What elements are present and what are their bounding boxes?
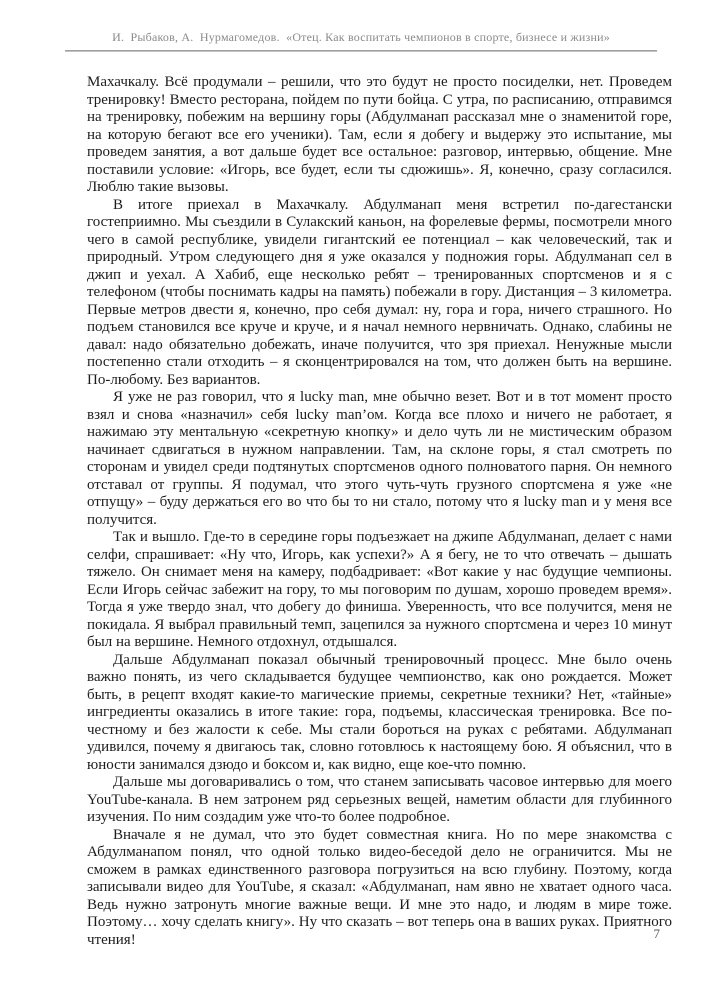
paragraph: Дальше Абдулманап показал обычный тренировочный процесс. Мне было очень важно понять, из чего складывается будущее чемпионство, как оно рождается. Может быть, в рецепт входят какие-то магические приемы, секретные техники? Нет, «тайные» ингредиенты оказались в итоге такие: гора, подъемы, классическая тренировка. Все по-честному и без жалости к себе. Мы стали бороться на руках с ребятами. Абдулманап удивился, почему я двигаюсь так, словно готовлюсь к настоящему бою. Я объяснил, что в юности занимался дзюдо и боксом и, как видно, еще кое-что помню. [87, 651, 672, 773]
running-title: И. Рыбаков, А. Нурмагомедов. «Отец. Как воспитать чемпионов в спорте, бизнесе и жизни» [112, 30, 610, 44]
paragraph: В итоге приехал в Махачкалу. Абдулманап меня встретил по-дагестански гостеприимно. Мы съездили в Сулакский каньон, на форелевые фермы, посмотрели много чего в самой республике, увидели гигантский ее потенциал – как человеческий, так и природный. Утром следующего дня я уже оказался у подножия горы. Абдулманап сел в джип и уехал. А Хабиб, еще несколько ребят – тренированных спортсменов и я с телефоном (чтобы поснимать кадры на память) побежали в гору. Дистанция – 3 километра. Первые метров двести я, конечно, про себя думал: ну, гора и гора, ничего страшного. Но подъем становился все круче и круче, и я начал немного нервничать. Однако, слабины не давал: надо обязательно добежать, иначе получится, что зря приехал. Ненужные мысли постепенно стали отходить – я сконцентрировался на том, что должен быть на вершине. По-любому. Без вариантов. [87, 196, 672, 388]
paragraph: Я уже не раз говорил, что я lucky man, мне обычно везет. Вот и в тот момент просто взял и снова «назначил» себя lucky man’ом. Когда все плохо и ничего не работает, я нажимаю эту ментальную «секретную кнопку» и дело чуть ли не мистическим образом начинает сдвигаться в нужном направлении. Там, на склоне горы, я стал смотреть по сторонам и увидел среди подтянутых спортсменов одного полноватого парня. Он немного отставал от группы. Я подумал, что этого чуть-чуть грузного спортсмена я уже «не отпущу» – буду держаться его во что бы то ни стало, потому что я lucky man и у меня все получится. [87, 389, 672, 528]
paragraph: Вначале я не думал, что это будет совместная книга. Но по мере знакомства с Абдулманапом понял, что одной только видео-беседой дело не ограничится. Мы не сможем в рамках единственного разговора погрузиться на всю глубину. Поэтому, когда записывали видео для YouTube, я сказал: «Абдулманап, нам явно не хватает одного часа. Ведь нужно затронуть многие важные вещи. И мне это надо, и людям в мире тоже. Поэтому… хочу сделать книгу». Ну что сказать – вот теперь она в ваших руках. Приятного чтения! [87, 826, 672, 948]
page-body [87, 74, 672, 949]
running-header [65, 0, 657, 52]
page-footer [87, 926, 672, 942]
page-number: 7 [653, 926, 660, 941]
paragraph: Дальше мы договаривались о том, что станем записывать часовое интервью для моего YouTube-канала. В нем затронем ряд серьезных вещей, наметим области для глубинного изучения. По ним создадим уже что-то более подробное. [87, 774, 672, 825]
paragraph: Махачкалу. Всё продумали – решили, что это будут не просто посиделки, нет. Проведем тренировку! Вместо ресторана, пойдем по пути бойца. С утра, по расписанию, отправимся на тренировку, побежим на вершину горы (Абдулманап рассказал мне о знаменитой горе, на которую бегают все его ученики). Там, если я добегу и выдержу это испытание, мы проведем занятия, а вот дальше будет все остальное: разговор, интервью, общение. Мне поставили условие: «Игорь, все будет, если ты сдюжишь». Я, конечно, сразу согласился. Люблю такие вызовы. [87, 74, 672, 195]
paragraph: Так и вышло. Где-то в середине горы подъезжает на джипе Абдулманап, делает с нами селфи, спрашивает: «Ну что, Игорь, как успехи?» А я бегу, не то что отвечать – дышать тяжело. Он снимает меня на камеру, подбадривает: «Вот какие у нас будущие чемпионы. Если Игорь сейчас забежит на гору, то мы поговорим по душам, хорошо проведем время». Тогда я уже твердо знал, что добегу до финиша. Уверенность, что все получится, меня не покидала. Я выбрал правильный темп, зацепился за нужного спортсмена и через 10 минут был на вершине. Немного отдохнул, отдышался. [87, 529, 672, 650]
header-rule [65, 50, 657, 52]
